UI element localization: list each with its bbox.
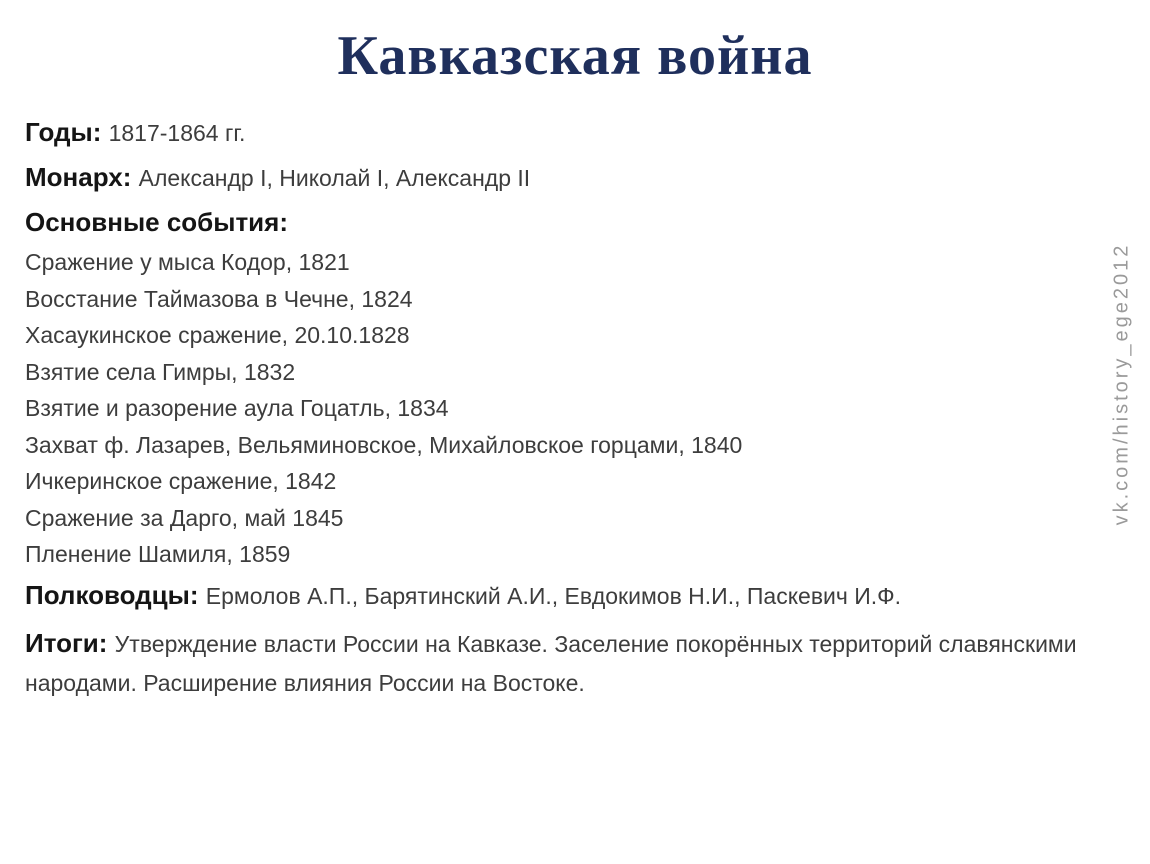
list-item: Взятие села Гимры, 1832: [25, 358, 296, 385]
results-row: [25, 624, 1115, 702]
commanders-label: Полководцы:: [25, 579, 199, 610]
list-item: Хасаукинское сражение, 20.10.1828: [25, 322, 410, 348]
list-item: Сражение у мыса Кодор, 1821: [25, 249, 350, 275]
events-list: [25, 244, 1115, 573]
watermark-text: vk.com/history_ege2012: [1110, 242, 1133, 526]
list-item: Пленение Шамиля, 1859: [25, 541, 291, 567]
list-item: Взятие и разорение аула Гоцатль, 1834: [25, 395, 449, 421]
list-item: Восстание Таймазова в Чечне, 1824: [25, 285, 413, 312]
events-heading-row: [25, 200, 1115, 244]
commanders-value: Ермолов А.П., Барятинский А.И., Евдокимов Н.И., Паскевич И.Ф.: [205, 582, 902, 609]
list-item: Ичкеринское сражение, 1842: [25, 468, 337, 494]
page-title: Кавказская война: [337, 25, 813, 87]
years-value: 1817-1864 гг.: [108, 120, 246, 146]
results-label: Итоги:: [25, 627, 108, 658]
list-item: Захват ф. Лазарев, Вельяминовское, Михайловское горцами, 1840: [25, 431, 743, 458]
events-label: Основные события:: [25, 207, 288, 237]
slide-content: [25, 110, 1115, 702]
years-label: Годы:: [25, 117, 102, 147]
monarch-value: Александр I, Николай I, Александр II: [138, 165, 531, 191]
list-item: Сражение за Дарго, май 1845: [25, 504, 344, 531]
years-row: [25, 110, 1115, 155]
monarch-row: [25, 155, 1115, 200]
results-value: Утверждение власти России на Кавказе. Заселение покорённых территорий славянскими народами. Расширение влияния России на Востоке.: [25, 630, 1077, 696]
monarch-label: Монарх:: [25, 162, 132, 192]
commanders-row: [25, 573, 1115, 618]
